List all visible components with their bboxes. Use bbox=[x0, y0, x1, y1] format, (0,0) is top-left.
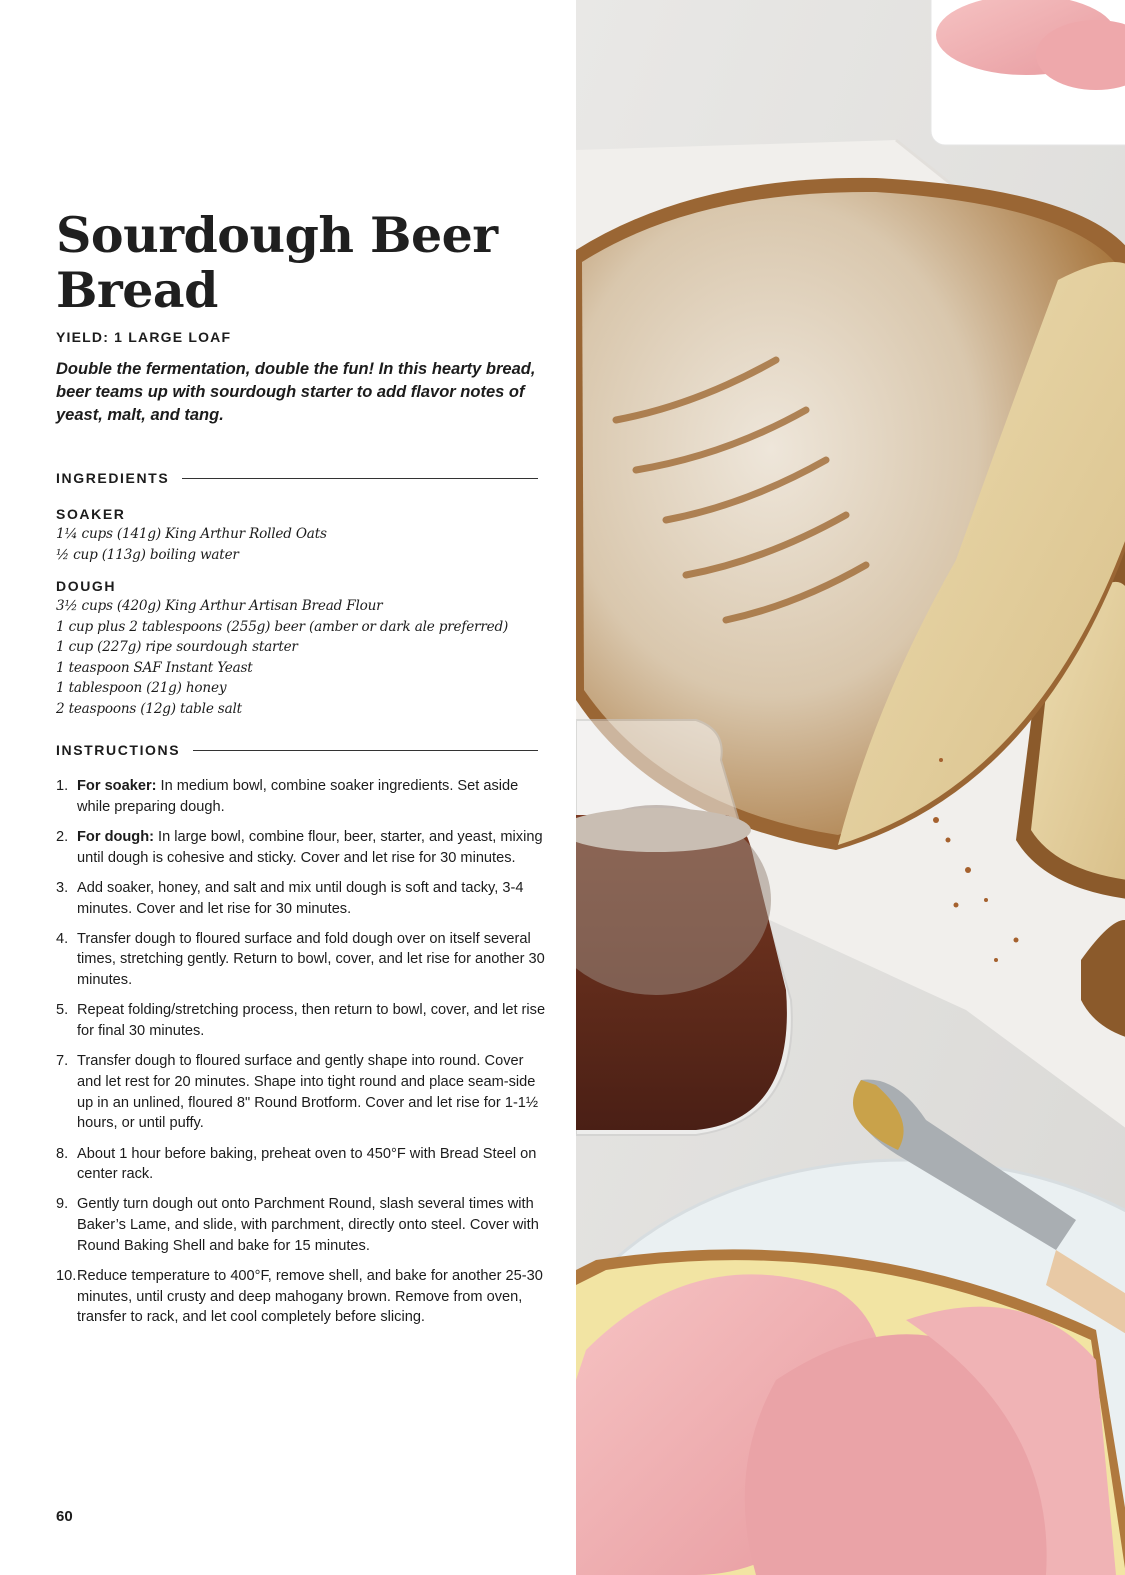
step-lead: For dough: bbox=[77, 828, 154, 845]
heading-divider bbox=[193, 750, 538, 751]
instruction-step bbox=[56, 1194, 546, 1256]
ingredients-heading bbox=[56, 468, 538, 488]
step-number: 9. bbox=[56, 1196, 69, 1213]
step-number: 8. bbox=[56, 1145, 69, 1162]
instructions-heading bbox=[56, 740, 538, 760]
dough-ingredient-list bbox=[56, 596, 508, 720]
page-number: 60 bbox=[56, 1508, 73, 1525]
recipe-title bbox=[56, 208, 536, 318]
step-text: Reduce temperature to 400°F, remove shell, and bake for another 25-30 minutes, until crusty and deep mahogany brown. Remove from oven, transfer to rack, and let cool completely before slicing. bbox=[77, 1268, 543, 1326]
bread-photo bbox=[576, 0, 1125, 1575]
step-text: Add soaker, honey, and salt and mix until dough is soft and tacky, 3-4 minutes. Cover and let rise for 30 minutes. bbox=[77, 879, 524, 917]
soaker-heading: SOAKER bbox=[56, 506, 126, 522]
ingredient-item: 1 cup plus 2 tablespoons (255g) beer (amber or dark ale preferred) bbox=[56, 618, 509, 635]
step-number: 10. bbox=[56, 1268, 77, 1285]
ingredient-item: 1 teaspoon SAF Instant Yeast bbox=[56, 659, 253, 676]
heading-divider bbox=[182, 478, 538, 479]
step-number: 1. bbox=[56, 778, 69, 794]
instruction-step bbox=[56, 1051, 546, 1134]
step-number: 3. bbox=[56, 879, 69, 896]
instruction-step bbox=[56, 929, 546, 991]
ingredient-item: 2 teaspoons (12g) table salt bbox=[56, 700, 242, 717]
step-text: Transfer dough to floured surface and fold dough over on itself several times, stretching gently. Return to bowl, cover, and let rise for another 30 minutes. bbox=[77, 930, 545, 989]
step-text: About 1 hour before baking, preheat oven to 450°F with Bread Steel on center rack. bbox=[77, 1145, 537, 1183]
soaker-ingredient-list bbox=[56, 524, 327, 565]
step-number: 2. bbox=[56, 828, 69, 845]
ingredients-heading-label: INGREDIENTS bbox=[56, 470, 170, 486]
instruction-step bbox=[56, 827, 546, 868]
ingredient-item: 1 cup (227g) ripe sourdough starter bbox=[56, 639, 298, 656]
instruction-step bbox=[56, 1000, 546, 1041]
step-number: 4. bbox=[56, 930, 69, 947]
step-number: 7. bbox=[56, 1053, 69, 1070]
dough-heading: DOUGH bbox=[56, 578, 117, 594]
step-text: Transfer dough to floured surface and gently shape into round. Cover and let rest for 20 minutes. Shape into tight round and place seam-side up in an unlined, floured 8" Round Brotform. Cover and let rise for 1-1½ hours, or until puffy. bbox=[77, 1053, 539, 1132]
recipe-title-line-2: Bread bbox=[56, 261, 218, 319]
recipe-title-line-1: Sourdough Beer bbox=[56, 206, 498, 264]
recipe-intro: Double the fermentation, double the fun! In this hearty bread, beer teams up with sourdough starter to add flavor notes of yeast, malt, and tang. bbox=[56, 360, 536, 424]
ingredient-item: 1 tablespoon (21g) honey bbox=[56, 680, 227, 697]
step-number: 5. bbox=[56, 1002, 69, 1019]
instruction-list bbox=[56, 776, 546, 1338]
ham-plate-top bbox=[931, 0, 1125, 145]
step-text: Gently turn dough out onto Parchment Round, slash several times with Baker’s Lame, and slide, with parchment, directly onto steel. Cover with Round Baking Shell and bake for 15 minutes. bbox=[77, 1196, 539, 1254]
ingredient-item: 3½ cups (420g) King Arthur Artisan Bread Flour bbox=[56, 598, 383, 614]
step-text: In large bowl, combine flour, beer, starter, and yeast, mixing until dough is cohesive and sticky. Cover and let rise for 30 minutes. bbox=[77, 828, 543, 866]
instruction-step bbox=[56, 776, 546, 817]
recipe-yield: YIELD: 1 LARGE LOAF bbox=[56, 329, 232, 345]
ingredient-item: ½ cup (113g) boiling water bbox=[56, 546, 239, 563]
instruction-step bbox=[56, 878, 546, 919]
instructions-heading-label: INSTRUCTIONS bbox=[56, 742, 181, 758]
instruction-step bbox=[56, 1266, 546, 1328]
step-text: In medium bowl, combine soaker ingredients. Set aside while preparing dough. bbox=[77, 778, 519, 815]
step-lead: For soaker: bbox=[77, 778, 157, 794]
ingredient-item: 1¼ cups (141g) King Arthur Rolled Oats bbox=[56, 526, 327, 542]
step-text: Repeat folding/stretching process, then return to bowl, cover, and let rise for final 30 minutes. bbox=[77, 1002, 546, 1040]
instruction-step bbox=[56, 1144, 546, 1185]
